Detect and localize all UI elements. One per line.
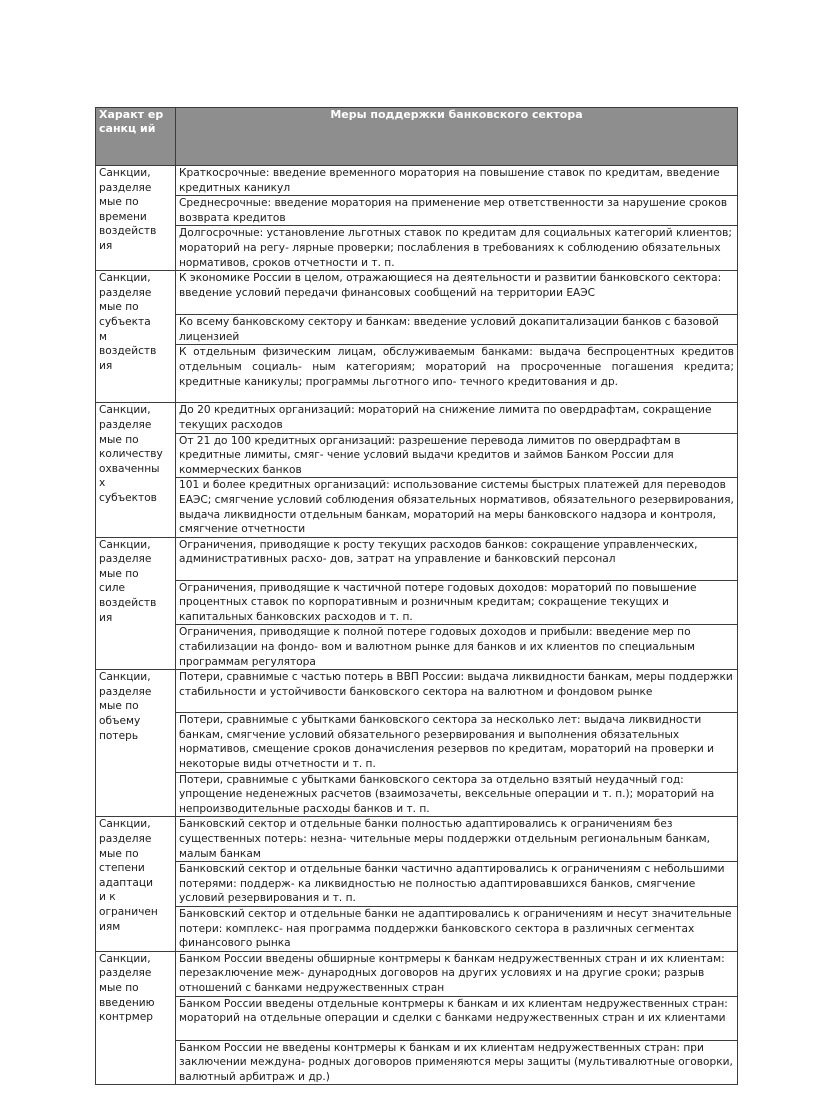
table-row: [96, 196, 738, 226]
category-text: Санкции, разделяе мые по степени адаптаци и к ограничен иям: [99, 818, 158, 933]
category-text: Санкции, разделяе мые по силе воздейств ия: [99, 538, 157, 624]
measure-cell: К отдельным физическим лицам, обслуживаемым банками: выдача беспроцентных кредитов отдельным социаль- ным категориям; мораторий на просроченные погашения кредита; кредитные каникулы; программы льготного ипо- течного кредитования и др.: [176, 345, 738, 403]
category-text: Санкции, разделяе мые по субъекта м воздейств ия: [99, 272, 157, 372]
table-row: [96, 713, 738, 772]
category-text: Санкции, разделяе мые по объему потерь: [99, 671, 152, 742]
measure-cell: Ограничения, приводящие к полной потере годовых доходов и прибыли: введение мер по стабилизации на фондо- вом и валютном рынке для банков и их клиентов по специальным программам регулятора: [176, 625, 738, 670]
table-row: [96, 1040, 738, 1085]
measure-cell: К экономике России в целом, отражающиеся на деятельности и развитии банковского сектора: введение условий передачи финансовых сообщений на территории ЕАЭС: [176, 271, 738, 315]
category-text: Санкции, разделяе мые по введению контрмер: [99, 952, 155, 1024]
header-sanction-type: Характ ер санкц ий: [96, 108, 176, 166]
table-row: [96, 478, 738, 537]
measure-cell: Потери, сравнимые с убытками банковского сектора за несколько лет: выдача ликвидности банкам, смягчение условий обязательного резервирования и выполнения обязательных нормативов, смещение сроков доначисления резервов по кредитам, мораторий на проверки и некоторые виды отчетности и т. п.: [176, 713, 738, 772]
category-text: Санкции, разделяе мые по количеству охваченны х субъектов: [99, 404, 163, 504]
table-row: [96, 670, 738, 713]
table-row: [96, 403, 738, 433]
table-row: [96, 580, 738, 625]
measure-cell: Банком России введены обширные контрмеры к банкам недружественных стран и их клиентам: перезаключение меж- дународных договоров на других условиях и на другие сроки; разрыв отношений с банками недружественных стран: [176, 951, 738, 996]
header-support-measures: Меры поддержки банковского сектора: [176, 108, 738, 166]
category-cell: [96, 271, 176, 403]
measure-cell: Потери, сравнимые с убытками банковского сектора за отдельно взятый неудачный год: упрощение неденежных расчетов (взаимозачеты, вексельные операции и т. п.); мораторий на непроизводительные расходы банков и т. п.: [176, 772, 738, 817]
measure-cell: Потери, сравнимые с частью потерь в ВВП России: выдача ликвидности банкам, меры поддержки стабильности и устойчивости банковского сектора на валютном и фондовом рынке: [176, 670, 738, 713]
table-row: [96, 537, 738, 580]
table-row: [96, 271, 738, 315]
table-row: [96, 345, 738, 403]
measure-cell: От 21 до 100 кредитных организаций: разрешение перевода лимитов по овердрафтам в кредитные лимиты, смяг- чение условий выдачи кредитов и займов Банком России для коммерческих банков: [176, 433, 738, 478]
category-cell: [96, 817, 176, 951]
measure-cell: Банком России не введены контрмеры к банкам и их клиентам недружественных стран: при заключении междуна- родных договоров применяются меры защиты (мультивалютные оговорки, валютный арбитраж и др.): [176, 1040, 738, 1085]
table-row: [96, 315, 738, 345]
table-row: [96, 625, 738, 670]
measure-cell: Среднесрочные: введение моратория на применение мер ответственности за нарушение сроков возврата кредитов: [176, 196, 738, 226]
category-cell: [96, 166, 176, 271]
measure-cell: Ограничения, приводящие к росту текущих расходов банков: сокращение управленческих, административных расхо- дов, затрат на управление и банковский персонал: [176, 537, 738, 580]
sanctions-support-table: [95, 107, 738, 1085]
table-row: [96, 862, 738, 907]
measure-cell: Банковский сектор и отдельные банки частично адаптировались к ограничениям с небольшими потерями: поддерж- ка ликвидностью не полностью адаптировавшихся банков, смягчение условий резервирования и т. п.: [176, 862, 738, 907]
measure-cell: Банковский сектор и отдельные банки не адаптировались к ограничениям и несут значительные потери: комплекс- ная программа поддержки банковского сектора в различных сегментах финансового рынка: [176, 906, 738, 951]
table-row: [96, 996, 738, 1040]
table-row: [96, 772, 738, 817]
measure-cell: Ко всему банковскому сектору и банкам: введение условий докапитализации банков с базовой лицензией: [176, 315, 738, 345]
category-cell: [96, 670, 176, 817]
measure-cell: До 20 кредитных организаций: мораторий на снижение лимита по овердрафтам, сокращение текущих расходов: [176, 403, 738, 433]
category-cell: [96, 403, 176, 537]
table-row: [96, 166, 738, 196]
table-row: [96, 906, 738, 951]
measure-cell: Долгосрочные: установление льготных ставок по кредитам для социальных категорий клиентов; мораторий на регу- лярные проверки; послабления в требованиях к соблюдению обязательных нормативов, сроков отчетности и т. п.: [176, 226, 738, 271]
table-row: [96, 817, 738, 862]
category-cell: [96, 951, 176, 1085]
measure-cell: Ограничения, приводящие к частичной потере годовых доходов: мораторий по повышение процентных ставок по корпоративным и розничным кредитам; сокращение текущих и капитальных банковских расходов и т. п.: [176, 580, 738, 625]
category-text: Санкции, разделяе мые по времени воздейств ия: [99, 167, 157, 252]
measure-cell: Банковский сектор и отдельные банки полностью адаптировались к ограничениям без существенных потерь: незна- чительные меры поддержки отдельным региональным банкам, малым банкам: [176, 817, 738, 862]
table-row: [96, 226, 738, 271]
table-row: [96, 951, 738, 996]
measure-cell: 101 и более кредитных организаций: использование системы быстрых платежей для переводов ЕАЭС; смягчение условий соблюдения обязательных нормативов, обязательного резервирования, выдача ликвидности отдельным банкам, мораторий на меры банковского надзора и контроля, смягчение отчетности: [176, 478, 738, 537]
measure-cell: Краткосрочные: введение временного моратория на повышение ставок по кредитам, введение кредитных каникул: [176, 166, 738, 196]
table-row: [96, 433, 738, 478]
category-cell: [96, 537, 176, 670]
measure-cell: Банком России введены отдельные контрмеры к банкам и их клиентам недружественных стран: мораторий на отдельные операции и сделки с банками недружественных стран и их клиентами: [176, 996, 738, 1040]
table-header-row: [96, 108, 738, 166]
